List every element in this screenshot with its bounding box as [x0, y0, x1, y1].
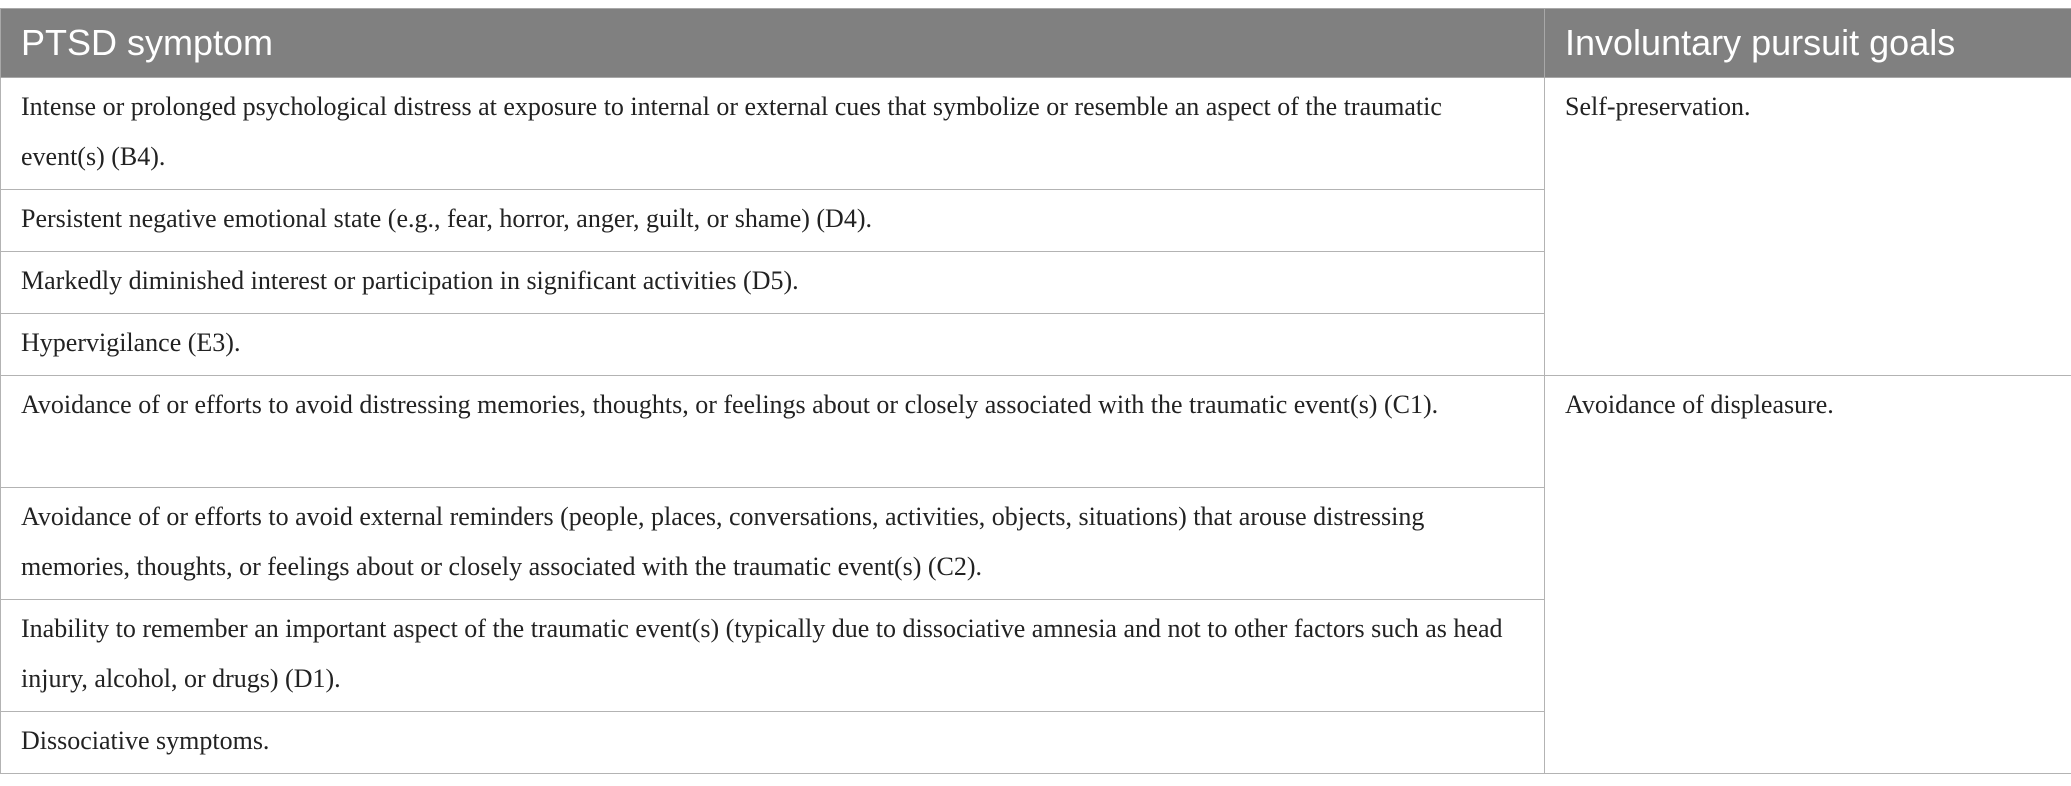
table-row: [1, 376, 2071, 488]
header-row: [1, 9, 2071, 78]
ptsd-goals-table: [0, 8, 2071, 774]
table-body: [1, 78, 2071, 774]
header-involuntary-pursuit-goals: Involuntary pursuit goals: [1545, 9, 2071, 78]
table-row: [1, 78, 2071, 190]
goal-cell-avoidance-of-displeasure: Avoidance of displeasure.: [1545, 376, 2071, 774]
symptom-cell: Markedly diminished interest or participation in significant activities (D5).: [1, 252, 1545, 314]
symptom-cell: Avoidance of or efforts to avoid distressing memories, thoughts, or feelings about or closely associated with the traumatic event(s) (C1).: [1, 376, 1545, 488]
symptom-cell: Dissociative symptoms.: [1, 712, 1545, 774]
table-header: [1, 9, 2071, 78]
header-ptsd-symptom: PTSD symptom: [1, 9, 1545, 78]
symptom-cell: Inability to remember an important aspect of the traumatic event(s) (typically due to dissociative amnesia and not to other factors such as head injury, alcohol, or drugs) (D1).: [1, 600, 1545, 712]
symptom-cell: Persistent negative emotional state (e.g., fear, horror, anger, guilt, or shame) (D4).: [1, 190, 1545, 252]
ptsd-goals-table-container: [0, 8, 2071, 774]
symptom-cell: Avoidance of or efforts to avoid external reminders (people, places, conversations, activities, objects, situations) that arouse distressing memories, thoughts, or feelings about or closely associated with the traumatic event(s) (C2).: [1, 488, 1545, 600]
goal-cell-self-preservation: Self-preservation.: [1545, 78, 2071, 376]
symptom-cell: Intense or prolonged psychological distress at exposure to internal or external cues that symbolize or resemble an aspect of the traumatic event(s) (B4).: [1, 78, 1545, 190]
symptom-cell: Hypervigilance (E3).: [1, 314, 1545, 376]
